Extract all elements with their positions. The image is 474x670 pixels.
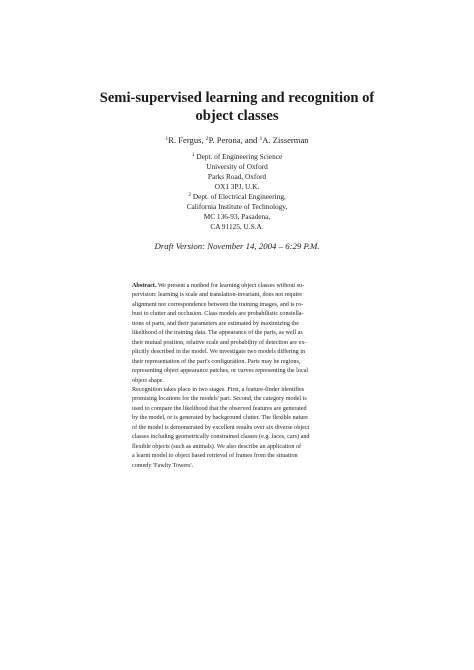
abstract-line: a learnt model to object based retrieval of frames from the situation bbox=[132, 453, 298, 460]
title-line: Semi-supervised learning and recognition of bbox=[99, 90, 375, 106]
abstract-line: bust to clutter and occlusion. Class models are probabilistic constella- bbox=[132, 311, 304, 318]
author-name: P. Perona, and bbox=[208, 135, 258, 145]
abstract-label: Abstract. bbox=[132, 283, 157, 289]
affiliation-line: Dept. of Engineering Science bbox=[196, 152, 283, 161]
affiliation-line: Parks Road, Oxford bbox=[207, 172, 267, 182]
affiliation-line: CA 91125, U.S.A. bbox=[210, 222, 264, 232]
abstract-line: flexible objects (such as animals). We also describe an application of bbox=[132, 443, 302, 450]
abstract-line: used to compare the likelihood that the observed features are generated bbox=[132, 405, 307, 412]
abstract-line: Recognition takes place in two stages. First, a feature-finder identifies bbox=[132, 386, 305, 393]
abstract-line: promising locations for the models' part. Second, the category model is bbox=[132, 396, 307, 403]
abstract-line: their representation of the part's configuration. Parts may be regions, bbox=[132, 358, 301, 365]
abstract-line: plicitly described in the model. We investigate two models differing in bbox=[132, 349, 306, 356]
abstract-line: likelihood of the training data. The appearance of the parts, as well as bbox=[132, 330, 303, 337]
affiliation-line: MC 136-93, Pasadena, bbox=[203, 212, 271, 222]
abstract-line: pervision: learning is scale and translation-invariant, does not require bbox=[132, 292, 303, 299]
abstract-line: We present a method for learning object classes without su- bbox=[157, 283, 305, 289]
draft-version: Draft Version: November 14, 2004 – 6:29 P.M. bbox=[154, 241, 320, 251]
affiliation-superscript: 2 bbox=[188, 191, 191, 198]
abstract-line: tions of parts, and their parameters are estimated by maximizing the bbox=[132, 320, 299, 327]
abstract-line: object shape. bbox=[132, 377, 165, 384]
abstract-line: of the model is demonstrated by excellent results over six diverse object bbox=[132, 424, 310, 431]
author-superscript: 1 bbox=[259, 135, 263, 142]
abstract-line: comedy 'Fawlty Towers'. bbox=[132, 462, 194, 469]
affiliation-superscript: 1 bbox=[191, 151, 195, 158]
affiliation-line: University of Oxford bbox=[206, 162, 268, 172]
affiliation-line: OX1 3PJ, U.K. bbox=[214, 182, 260, 192]
author-superscript: 1 bbox=[165, 135, 169, 142]
abstract-line: alignment nor correspondence between the training images, and is ro- bbox=[132, 301, 304, 308]
abstract-line: by the model, or is generated by background clutter. The flexible nature bbox=[132, 415, 309, 422]
abstract-line: representing object appearance patches, or curves representing the local bbox=[132, 368, 309, 375]
affiliation-line: California Institute of Technology, bbox=[186, 202, 288, 212]
author-superscript: 2 bbox=[205, 135, 209, 142]
affiliation-caltech bbox=[0, 192, 474, 232]
paper-title bbox=[0, 89, 474, 125]
abstract-block bbox=[132, 282, 344, 471]
abstract-line: classes including geometrically constrained classes (e.g. faces, cars) and bbox=[132, 434, 310, 441]
affiliation-line: Dept. of Electrical Engineering, bbox=[192, 192, 286, 201]
author-name: R. Fergus, bbox=[168, 135, 204, 145]
affiliation-oxford bbox=[0, 152, 474, 192]
title-line: object classes bbox=[195, 108, 279, 124]
author-name: A. Zisserman bbox=[262, 135, 309, 145]
abstract-line: their mutual position, relative scale and probability of detection are ex- bbox=[132, 339, 307, 346]
author-list bbox=[0, 135, 474, 146]
